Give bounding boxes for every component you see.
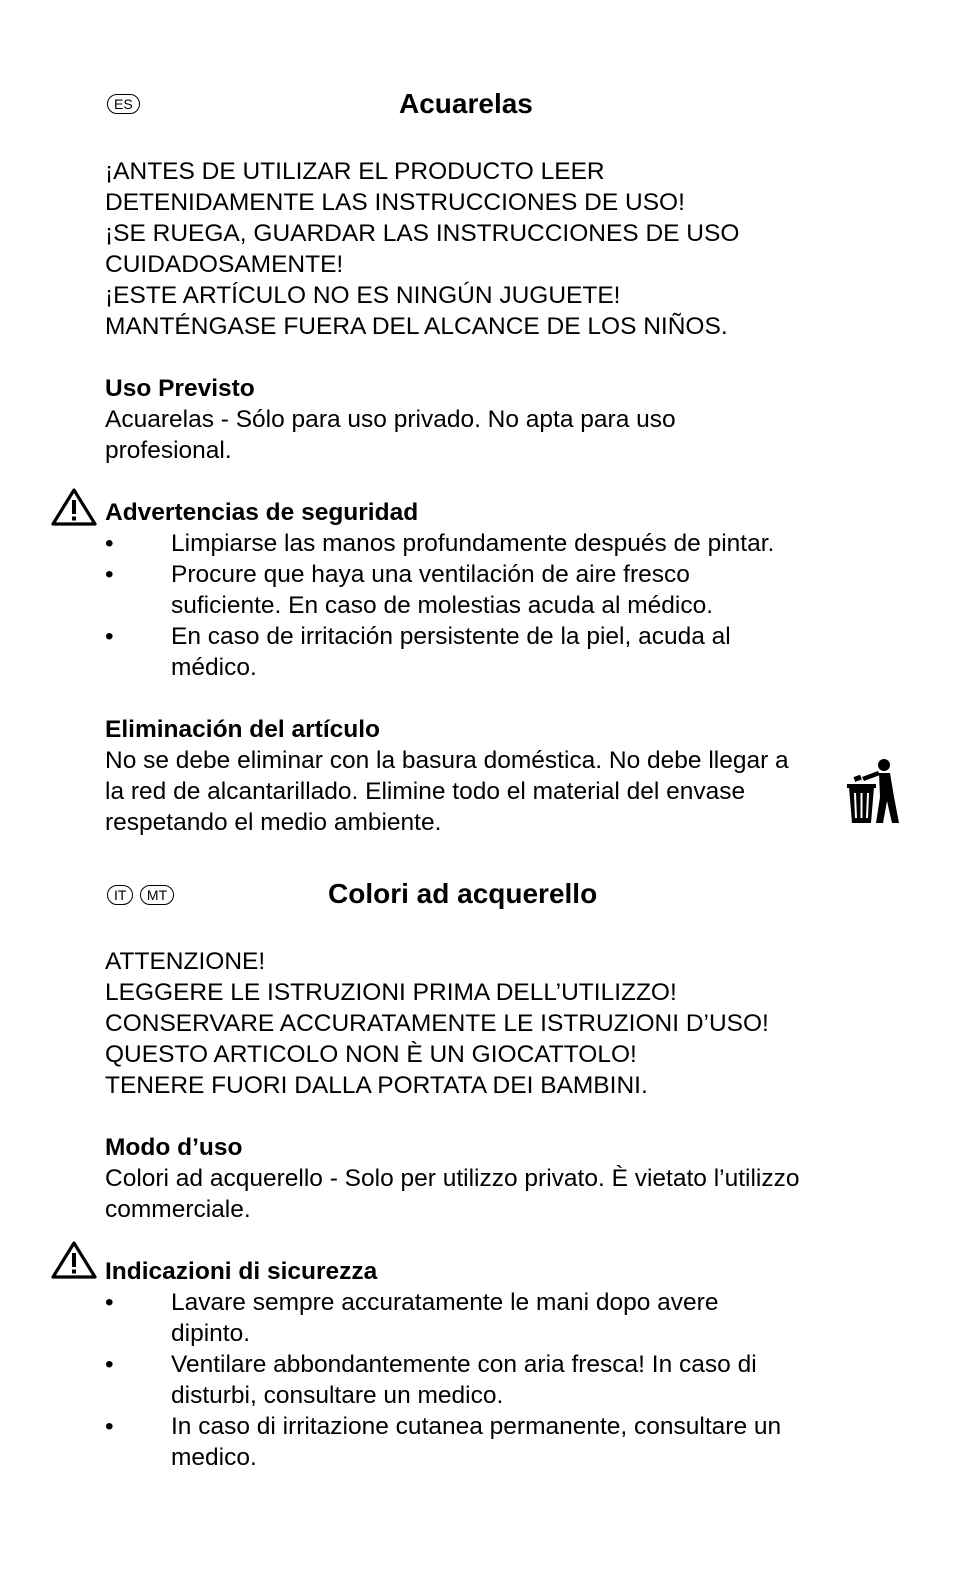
use-line: Colori ad acquerello - Solo per utilizzo privato. È vietato l’utilizzo <box>105 1165 800 1192</box>
list-item-text: Procure que haya una ventilación de aire fresco <box>171 561 690 588</box>
warning-line: ¡ANTES DE UTILIZAR EL PRODUCTO LEER <box>105 158 605 185</box>
bullet: • <box>105 530 114 557</box>
language-badges-it-mt <box>107 885 176 905</box>
list-item-text: Lavare sempre accuratamente le mani dopo avere <box>171 1289 719 1316</box>
disposal-line: respetando el medio ambiente. <box>105 809 442 836</box>
safety-heading-it: Indicazioni di sicurezza <box>105 1258 378 1285</box>
bullet: • <box>105 1351 114 1378</box>
warning-block-es <box>105 156 739 342</box>
warning-triangle-icon <box>50 487 98 527</box>
list-item-text: In caso di irritazione cutanea permanente, consultare un <box>171 1413 782 1440</box>
disposal-line: No se debe eliminar con la basura doméstica. No debe llegar a <box>105 747 789 774</box>
safety-heading-es: Advertencias de seguridad <box>105 499 419 526</box>
warning-triangle-icon <box>50 1240 98 1280</box>
list-item-text: Limpiarse las manos profundamente después de pintar. <box>171 530 775 557</box>
list-item-text: suficiente. En caso de molestias acuda al médico. <box>171 592 714 619</box>
list-item-text: médico. <box>171 654 257 681</box>
warning-line: MANTÉNGASE FUERA DEL ALCANCE DE LOS NIÑOS. <box>105 313 728 340</box>
use-text-es <box>105 404 676 466</box>
warning-line: TENERE FUORI DALLA PORTATA DEI BAMBINI. <box>105 1072 648 1099</box>
bullet: • <box>105 623 114 650</box>
use-heading-it: Modo d’uso <box>105 1134 243 1161</box>
use-line: commerciale. <box>105 1196 251 1223</box>
warning-line: CUIDADOSAMENTE! <box>105 251 344 278</box>
list-item-text: disturbi, consultare un medico. <box>171 1382 504 1409</box>
section-title-es: Acuarelas <box>399 88 533 119</box>
use-heading-es: Uso Previsto <box>105 375 255 402</box>
warning-line: QUESTO ARTICOLO NON È UN GIOCATTOLO! <box>105 1041 637 1068</box>
disposal-line: la red de alcantarillado. Elimine todo el material del envase <box>105 778 746 805</box>
use-line: Acuarelas - Sólo para uso privado. No apta para uso <box>105 406 676 433</box>
warning-line: ¡SE RUEGA, GUARDAR LAS INSTRUCCIONES DE USO <box>105 220 740 247</box>
use-text-it <box>105 1163 800 1225</box>
bullet: • <box>105 561 114 588</box>
warning-line: ¡ESTE ARTÍCULO NO ES NINGÚN JUGUETE! <box>105 282 621 309</box>
warning-line: DETENIDAMENTE LAS INSTRUCCIONES DE USO! <box>105 189 685 216</box>
language-badges-es <box>107 94 142 114</box>
bullet: • <box>105 1413 114 1440</box>
disposal-heading-es: Eliminación del artículo <box>105 716 381 743</box>
language-badge: IT <box>107 885 133 905</box>
language-badge: MT <box>140 885 174 905</box>
section-title-it: Colori ad acquerello <box>328 878 598 909</box>
use-line: profesional. <box>105 437 232 464</box>
list-item-text: dipinto. <box>171 1320 251 1347</box>
warning-line: ATTENZIONE! <box>105 948 266 975</box>
language-badge: ES <box>107 94 140 114</box>
list-item-text: medico. <box>171 1444 257 1471</box>
warning-line: CONSERVARE ACCURATAMENTE LE ISTRUZIONI D’USO! <box>105 1010 769 1037</box>
list-item-text: Ventilare abbondantemente con aria fresca! In caso di <box>171 1351 757 1378</box>
litter-bin-icon <box>846 757 902 827</box>
disposal-text-es <box>105 745 789 838</box>
list-item-text: En caso de irritación persistente de la piel, acuda al <box>171 623 731 650</box>
bullet: • <box>105 1289 114 1316</box>
warning-line: LEGGERE LE ISTRUZIONI PRIMA DELL’UTILIZZO! <box>105 979 677 1006</box>
warning-block-it <box>105 946 769 1101</box>
